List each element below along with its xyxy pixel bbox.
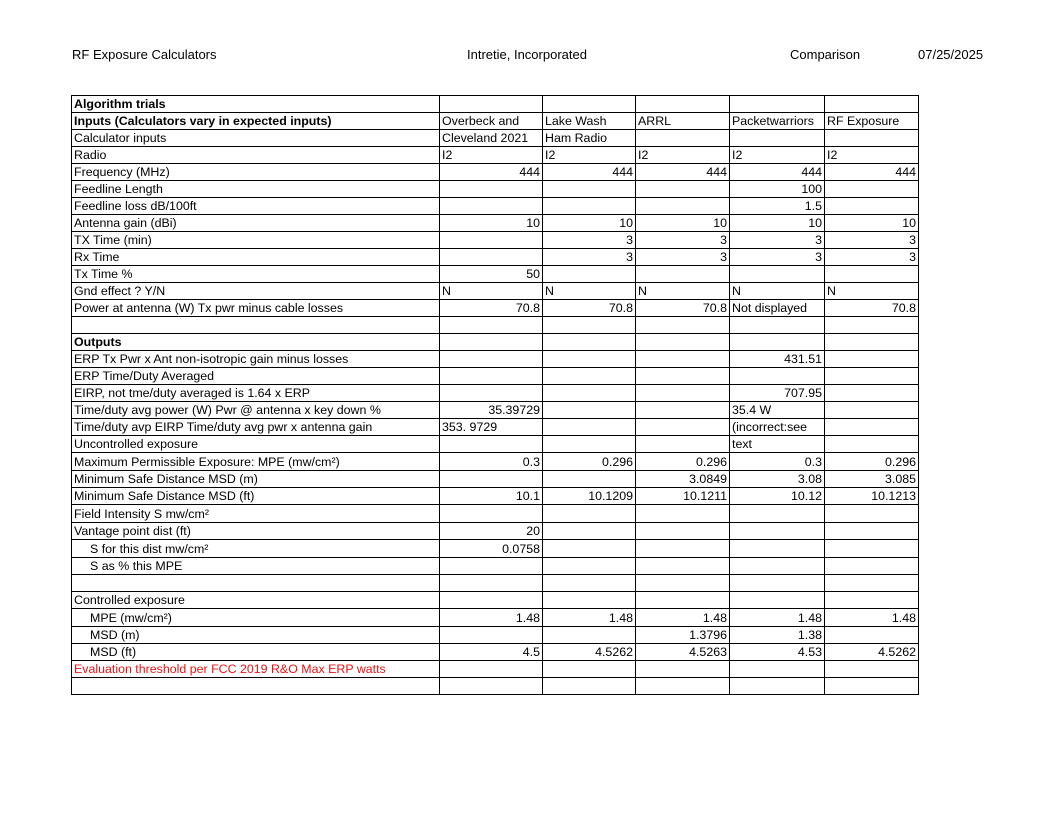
table-cell	[730, 592, 825, 609]
row-label: S for this dist mw/cm²	[72, 540, 440, 558]
row-label	[72, 575, 440, 592]
table-cell: 70.8	[825, 300, 919, 317]
row-label: Evaluation threshold per FCC 2019 R&O Max ERP watts	[72, 661, 440, 678]
table-cell: I2	[543, 147, 636, 164]
table-cell	[440, 575, 543, 592]
table-row	[72, 300, 919, 317]
table-row	[72, 164, 919, 181]
table-cell	[543, 351, 636, 368]
table-cell	[825, 436, 919, 453]
table-cell	[730, 334, 825, 351]
row-label: Feedline Length	[72, 181, 440, 198]
table-cell: 0.3	[730, 453, 825, 471]
table-cell: 10	[543, 215, 636, 232]
table-row	[72, 283, 919, 300]
table-cell: 3.0849	[636, 471, 730, 488]
table-cell: 3	[825, 249, 919, 266]
row-label: Gnd effect ? Y/N	[72, 283, 440, 300]
table-cell	[825, 266, 919, 283]
table-cell: 100	[730, 181, 825, 198]
table-cell: 3	[636, 249, 730, 266]
table-row	[72, 368, 919, 385]
table-cell: 10	[440, 215, 543, 232]
table-cell: 10	[825, 215, 919, 232]
table-row	[72, 402, 919, 419]
table-cell	[636, 558, 730, 575]
table-row	[72, 644, 919, 661]
table-cell: 1.3796	[636, 627, 730, 644]
table-cell	[636, 505, 730, 523]
table-cell	[636, 198, 730, 215]
table-cell	[636, 351, 730, 368]
table-row	[72, 317, 919, 334]
table-cell: Packetwarriors	[730, 113, 825, 130]
table-cell	[825, 540, 919, 558]
table-cell: 353. 9729	[440, 419, 543, 436]
row-label: Antenna gain (dBi)	[72, 215, 440, 232]
table-cell	[543, 436, 636, 453]
row-label: EIRP, not tme/duty averaged is 1.64 x ERP	[72, 385, 440, 402]
table-cell	[636, 661, 730, 678]
table-cell: I2	[825, 147, 919, 164]
table-cell	[825, 181, 919, 198]
document-title: RF Exposure Calculators	[72, 47, 217, 62]
table-cell	[636, 540, 730, 558]
table-cell	[543, 266, 636, 283]
table-row	[72, 266, 919, 283]
table-cell: text	[730, 436, 825, 453]
table-row	[72, 232, 919, 249]
table-row	[72, 540, 919, 558]
table-row	[72, 181, 919, 198]
table-cell: 4.5262	[543, 644, 636, 661]
row-label: Feedline loss dB/100ft	[72, 198, 440, 215]
table-cell: 431.51	[730, 351, 825, 368]
table-cell: 3.085	[825, 471, 919, 488]
table-cell	[440, 385, 543, 402]
table-cell	[636, 523, 730, 540]
table-cell	[730, 540, 825, 558]
table-cell	[440, 678, 543, 695]
table-cell	[825, 523, 919, 540]
table-cell	[440, 436, 543, 453]
table-cell: (incorrect:see	[730, 419, 825, 436]
table-cell: 444	[636, 164, 730, 181]
table-cell	[636, 436, 730, 453]
table-cell	[440, 627, 543, 644]
table-cell	[543, 592, 636, 609]
row-label: Power at antenna (W) Tx pwr minus cable losses	[72, 300, 440, 317]
table-row	[72, 575, 919, 592]
table-cell: 10	[636, 215, 730, 232]
table-cell	[440, 661, 543, 678]
table-cell: 3	[636, 232, 730, 249]
table-cell	[825, 575, 919, 592]
table-cell	[543, 402, 636, 419]
table-cell	[440, 505, 543, 523]
table-cell	[730, 130, 825, 147]
table-row	[72, 627, 919, 644]
table-cell	[825, 678, 919, 695]
table-cell: I2	[730, 147, 825, 164]
table-cell: 4.53	[730, 644, 825, 661]
table-cell: 1.38	[730, 627, 825, 644]
table-cell	[730, 96, 825, 113]
table-cell: Ham Radio	[543, 130, 636, 147]
row-label: Time/duty avp EIRP Time/duty avg pwr x antenna gain	[72, 419, 440, 436]
table-row	[72, 351, 919, 368]
row-label: Maximum Permissible Exposure: MPE (mw/cm²)	[72, 453, 440, 471]
table-cell: 3.08	[730, 471, 825, 488]
table-row	[72, 609, 919, 627]
comparison-table-body	[72, 96, 919, 695]
comparison-label: Comparison	[790, 47, 861, 62]
table-cell: 10.12	[730, 488, 825, 505]
row-label: Minimum Safe Distance MSD (ft)	[72, 488, 440, 505]
table-cell	[440, 317, 543, 334]
row-label	[72, 678, 440, 695]
table-cell: 70.8	[636, 300, 730, 317]
row-label: TX Time (min)	[72, 232, 440, 249]
table-cell: N	[825, 283, 919, 300]
table-cell	[543, 575, 636, 592]
table-cell	[636, 334, 730, 351]
table-cell: 10	[730, 215, 825, 232]
table-cell: 70.8	[440, 300, 543, 317]
table-cell	[440, 96, 543, 113]
table-cell	[730, 575, 825, 592]
table-cell	[636, 402, 730, 419]
table-cell	[825, 661, 919, 678]
table-cell	[440, 368, 543, 385]
table-cell: 4.5262	[825, 644, 919, 661]
table-cell	[543, 368, 636, 385]
table-cell	[730, 266, 825, 283]
row-label: Outputs	[72, 334, 440, 351]
row-label: Rx Time	[72, 249, 440, 266]
row-label: S as % this MPE	[72, 558, 440, 575]
table-cell	[730, 368, 825, 385]
table-cell	[543, 317, 636, 334]
table-cell	[440, 198, 543, 215]
row-label: Algorithm trials	[72, 96, 440, 113]
table-row	[72, 147, 919, 164]
table-cell: 1.48	[825, 609, 919, 627]
table-cell	[825, 368, 919, 385]
table-row	[72, 558, 919, 575]
table-cell: 0.0758	[440, 540, 543, 558]
table-cell: 4.5263	[636, 644, 730, 661]
table-cell: 4.5	[440, 644, 543, 661]
table-cell	[825, 402, 919, 419]
table-cell	[825, 385, 919, 402]
table-cell	[636, 419, 730, 436]
table-cell	[825, 198, 919, 215]
table-cell: Cleveland 2021	[440, 130, 543, 147]
row-label: Radio	[72, 147, 440, 164]
table-cell	[825, 351, 919, 368]
table-cell: 0.296	[543, 453, 636, 471]
row-label: Vantage point dist (ft)	[72, 523, 440, 540]
table-cell	[543, 558, 636, 575]
table-row	[72, 215, 919, 232]
table-cell: 70.8	[543, 300, 636, 317]
table-cell	[825, 505, 919, 523]
table-cell	[730, 558, 825, 575]
table-row	[72, 198, 919, 215]
table-cell: 0.296	[825, 453, 919, 471]
table-row	[72, 385, 919, 402]
document-date: 07/25/2025	[918, 47, 984, 62]
table-cell: 3	[730, 232, 825, 249]
row-label: ERP Tx Pwr x Ant non-isotropic gain minus losses	[72, 351, 440, 368]
table-cell	[825, 419, 919, 436]
table-cell	[440, 181, 543, 198]
table-cell	[636, 266, 730, 283]
row-label: Uncontrolled exposure	[72, 436, 440, 453]
row-label: Controlled exposure	[72, 592, 440, 609]
table-cell	[730, 523, 825, 540]
row-label: Minimum Safe Distance MSD (m)	[72, 471, 440, 488]
row-label: Calculator inputs	[72, 130, 440, 147]
table-cell: 10.1	[440, 488, 543, 505]
row-label	[72, 317, 440, 334]
table-cell	[543, 678, 636, 695]
table-cell	[543, 627, 636, 644]
table-cell: 1.48	[440, 609, 543, 627]
table-cell	[543, 96, 636, 113]
row-label: Inputs (Calculators vary in expected inputs)	[72, 113, 440, 130]
table-cell	[730, 661, 825, 678]
table-cell	[543, 198, 636, 215]
table-cell: 444	[440, 164, 543, 181]
table-cell	[825, 317, 919, 334]
table-cell: 444	[730, 164, 825, 181]
table-row	[72, 96, 919, 113]
table-cell: ARRL	[636, 113, 730, 130]
table-cell	[636, 181, 730, 198]
table-cell	[825, 627, 919, 644]
company-name: Intretie, Incorporated	[467, 47, 587, 62]
table-cell	[730, 678, 825, 695]
table-cell: 3	[730, 249, 825, 266]
table-row	[72, 130, 919, 147]
table-cell	[730, 317, 825, 334]
table-row	[72, 678, 919, 695]
table-cell: Overbeck and	[440, 113, 543, 130]
table-cell	[825, 130, 919, 147]
table-cell: 1.48	[636, 609, 730, 627]
table-cell: Not displayed	[730, 300, 825, 317]
table-cell	[543, 471, 636, 488]
table-cell	[543, 540, 636, 558]
comparison-table	[71, 95, 919, 695]
table-cell	[636, 130, 730, 147]
table-cell: RF Exposure	[825, 113, 919, 130]
table-row	[72, 505, 919, 523]
row-label: Tx Time %	[72, 266, 440, 283]
table-cell	[730, 505, 825, 523]
row-label: MSD (ft)	[72, 644, 440, 661]
table-row	[72, 471, 919, 488]
table-cell	[636, 592, 730, 609]
row-label: MPE (mw/cm²)	[72, 609, 440, 627]
row-label: Frequency (MHz)	[72, 164, 440, 181]
row-label: MSD (m)	[72, 627, 440, 644]
table-cell: 444	[543, 164, 636, 181]
table-cell	[636, 678, 730, 695]
table-row	[72, 592, 919, 609]
table-cell: 35.4 W	[730, 402, 825, 419]
table-cell	[543, 181, 636, 198]
table-cell: 10.1209	[543, 488, 636, 505]
table-cell: 20	[440, 523, 543, 540]
table-cell: I2	[636, 147, 730, 164]
table-cell	[543, 419, 636, 436]
table-cell: N	[440, 283, 543, 300]
table-cell: N	[543, 283, 636, 300]
table-cell: 1.5	[730, 198, 825, 215]
table-row	[72, 436, 919, 453]
table-cell	[825, 592, 919, 609]
table-cell	[440, 558, 543, 575]
table-cell: 0.3	[440, 453, 543, 471]
table-cell	[543, 505, 636, 523]
table-row	[72, 453, 919, 471]
table-cell	[543, 385, 636, 402]
table-row	[72, 249, 919, 266]
table-cell	[440, 471, 543, 488]
table-cell	[825, 334, 919, 351]
row-label: ERP Time/Duty Averaged	[72, 368, 440, 385]
table-cell: 1.48	[543, 609, 636, 627]
table-cell	[636, 96, 730, 113]
table-cell: I2	[440, 147, 543, 164]
table-cell: N	[636, 283, 730, 300]
table-row	[72, 661, 919, 678]
row-label: Time/duty avg power (W) Pwr @ antenna x key down %	[72, 402, 440, 419]
table-cell	[440, 334, 543, 351]
table-cell: 0.296	[636, 453, 730, 471]
table-cell	[825, 96, 919, 113]
table-cell	[543, 523, 636, 540]
table-cell: 10.1211	[636, 488, 730, 505]
table-cell: Lake Wash	[543, 113, 636, 130]
table-cell: 707.95	[730, 385, 825, 402]
table-cell: 444	[825, 164, 919, 181]
table-cell: 3	[543, 249, 636, 266]
table-row	[72, 488, 919, 505]
table-row	[72, 334, 919, 351]
table-cell	[543, 661, 636, 678]
table-cell	[440, 351, 543, 368]
table-cell	[440, 249, 543, 266]
table-cell: 35.39729	[440, 402, 543, 419]
table-cell	[543, 334, 636, 351]
table-cell: N	[730, 283, 825, 300]
table-cell	[636, 317, 730, 334]
table-row	[72, 523, 919, 540]
table-cell	[636, 575, 730, 592]
row-label: Field Intensity S mw/cm²	[72, 505, 440, 523]
table-cell: 1.48	[730, 609, 825, 627]
table-cell	[636, 368, 730, 385]
table-cell: 3	[543, 232, 636, 249]
table-cell: 3	[825, 232, 919, 249]
table-cell	[825, 558, 919, 575]
table-cell	[440, 232, 543, 249]
table-row	[72, 113, 919, 130]
table-cell	[636, 385, 730, 402]
table-cell	[440, 592, 543, 609]
table-row	[72, 419, 919, 436]
table-cell: 10.1213	[825, 488, 919, 505]
table-cell: 50	[440, 266, 543, 283]
